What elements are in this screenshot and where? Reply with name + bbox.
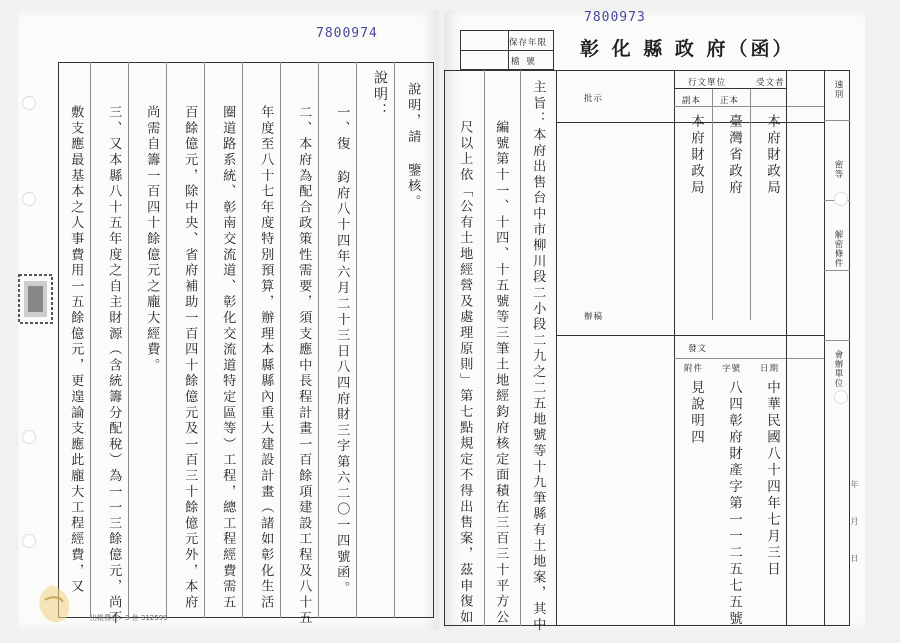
conclusion-text: 說明，請 鑒核。 [405,82,421,211]
main-copy-label: 正本 [720,96,740,106]
reference-label: 字號 [722,364,742,374]
item-2-line-5: 尚需自籌一百四十餘億元之龐大經費。 [144,105,160,374]
record-label: 辦稿 [584,312,604,322]
approval-label: 批示 [584,94,604,104]
right-page [444,10,865,633]
margin-date: 年 月 日 [850,480,859,572]
footer-code: 出帳費表：3 世 312599 [90,614,168,622]
item-2-line-3: 圈道路系統、彰南交流道、彰化交流道特定區等）工程，總工程經費需五 [220,105,236,611]
date-label: 日期 [760,364,780,374]
attachment-label: 附件 [684,364,704,374]
recipient-value: 本府財政局 [764,114,780,197]
left-page [18,10,439,630]
release-unit-label: 行文單位 [688,78,727,88]
attachment-value: 見說明四 [688,380,704,446]
declassification-label: 解密條件 [833,230,843,268]
subject-line-2: 編號第十一、十四、十五號等三筆土地經鈞府核定面積在三百三十平方公 [493,120,509,626]
subject-line-3: 尺以上依「公有土地經營及處理原則」第七點規定不得出售案，茲申復如 [457,120,473,626]
item-3-line-2: 敷支應最基本之人事費用一五餘億元，更遑論支應此龐大工程經費，又 [68,105,84,595]
item-2-line-2: 年度至八十七年度特別預算，辦理本縣縣內重大建設計畫（諸如彰化生活 [258,105,274,611]
dispatch-label: 發文 [688,344,708,354]
item-2-line-1: 二、本府為配合政策性需要，須支應中長程計畫一百餘項建設工程及八十五 [296,105,312,627]
carbon-copy-value: 本府財政局 [688,114,704,197]
reference-value: 八四彰府財產字第一一二五七五號 [726,380,742,628]
main-copy-value: 臺灣省政府 [726,114,742,197]
watermark-logo [28,580,78,630]
date-value: 中華民國八十四年七月三日 [764,380,780,578]
explanation-heading: 說明： [372,70,388,120]
seal-stamp [16,272,56,328]
archive-number-label: 檔 號 [511,57,537,67]
subject-line-1: 主旨：本府出售台中市柳川段二小段二九之二五地號等十九筆縣有土地案，其中 [530,80,546,633]
document-title: 彰 化 縣 政 府（函） [580,38,795,60]
speed-label: 速別 [833,80,843,99]
recipient-label: 受文者 [756,78,785,88]
item-1: 一、復 鈞府八十四年六月二十三日八四府財三字第六二〇一四號函。 [334,105,350,597]
preservation-label: 保存年限 [509,38,548,48]
document-number-left: 7800974 [316,26,378,41]
item-2-line-4: 百餘億元，除中央、省府補助一百四十餘億元及一百三十餘億元外，本府 [182,105,198,611]
item-3-line-1: 三、又本縣八十五年度之自主財源（含統籌分配稅）為一一三餘億元，尚不 [106,105,122,627]
notes-label: 會辦單位 [833,350,843,388]
confidentiality-label: 密等 [833,160,843,179]
document-number-right: 7800973 [584,10,646,25]
carbon-copy-label: 副本 [682,96,702,106]
